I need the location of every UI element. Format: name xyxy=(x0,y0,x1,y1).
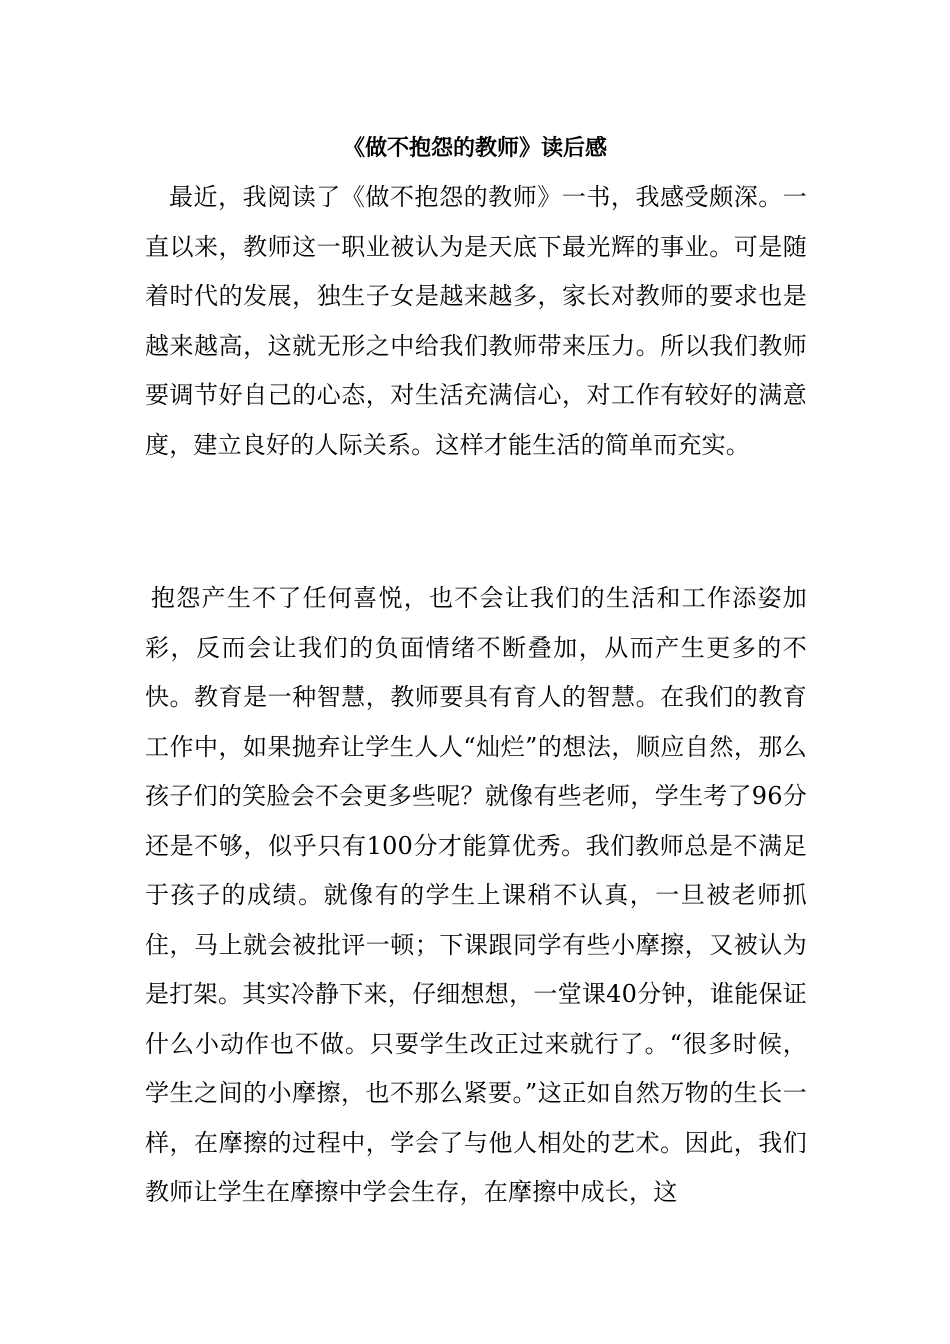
document-title: 《做不抱怨的教师》读后感 xyxy=(342,135,607,161)
paragraph-1: 最近，我阅读了《做不抱怨的教师》一书，我感受颇深。一直以来，教师这一职业被认为是天底下最光辉的事业。可是随着时代的发展，独生子女是越来越多，家长对教师的要求也是越来越高，这就无形之中给我们教师带来压力。所以我们教师要调节好自己的心态，对生活充满信心，对工作有较好的满意度，建立良好的人际关系。这样才能生活的简单而充实。 xyxy=(145,183,807,459)
paragraph-2: 抱怨产生不了任何喜悦，也不会让我们的生活和工作添姿加彩，反而会让我们的负面情绪不断叠加，从而产生更多的不快。教育是一种智慧，教师要具有育人的智慧。在我们的教育工作中，如果抛弃让学生人人“灿烂”的想法，顺应自然，那么孩子们的笑脸会不会更多些呢？就像有些老师，学生考了96分还是不够，似乎只有100分才能算优秀。我们教师总是不满足于孩子的成绩。就像有的学生上课稍不认真，一旦被老师抓住，马上就会被批评一顿；下课跟同学有些小摩擦，又被认为是打架。其实冷静下来，仔细想想，一堂课40分钟，谁能保证什么小动作也不做。只要学生改正过来就行了。“很多时候，学生之间的小摩擦，也不那么紧要。”这正如自然万物的生长一样，在摩擦的过程中，学会了与他人相处的艺术。因此，我们教师让学生在摩擦中学会生存，在摩擦中成长，这 xyxy=(145,584,807,1206)
